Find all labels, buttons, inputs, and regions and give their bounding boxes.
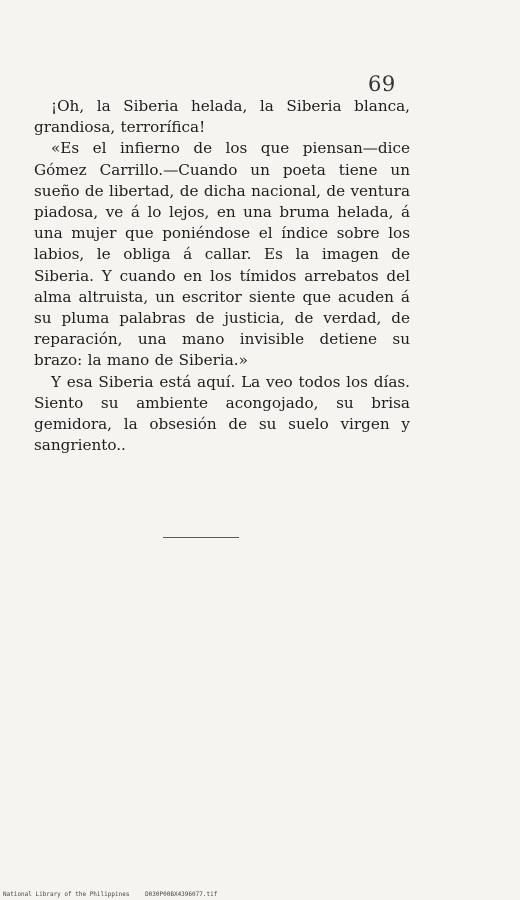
page-number: 69 [368, 72, 396, 96]
paragraph-1: ¡Oh, la Siberia helada, la Siberia blanca, grandiosa, terrorífica! [34, 97, 410, 137]
body-text [34, 96, 410, 456]
paragraph-3: Y esa Siberia está aquí. La veo todos los días. Siento su ambiente acongojado, su brisa gemidora, la obsesión de su suelo virgen y sangriento.. [34, 372, 410, 455]
section-divider [163, 537, 239, 538]
scan-footer [3, 891, 217, 898]
library-name: National Library of the Philippines [3, 891, 130, 898]
file-id: D030P00BX4396077.tif [145, 891, 218, 898]
paragraph-2: «Es el infierno de los que piensan—dice Gómez Carrillo.—Cuando un poeta tiene un sueño de libertad, de dicha nacional, de ventura piadosa, ve á lo lejos, en una bruma helada, á una mujer que poniéndose el índice sobre los labios, le obliga á callar. Es la imagen de Siberia. Y cuando en los tímidos arrebatos del alma altruista, un escritor siente que acuden á su pluma palabras de justicia, de verdad, de reparación, una mano invisible detiene su brazo: la mano de Siberia.» [34, 139, 410, 370]
